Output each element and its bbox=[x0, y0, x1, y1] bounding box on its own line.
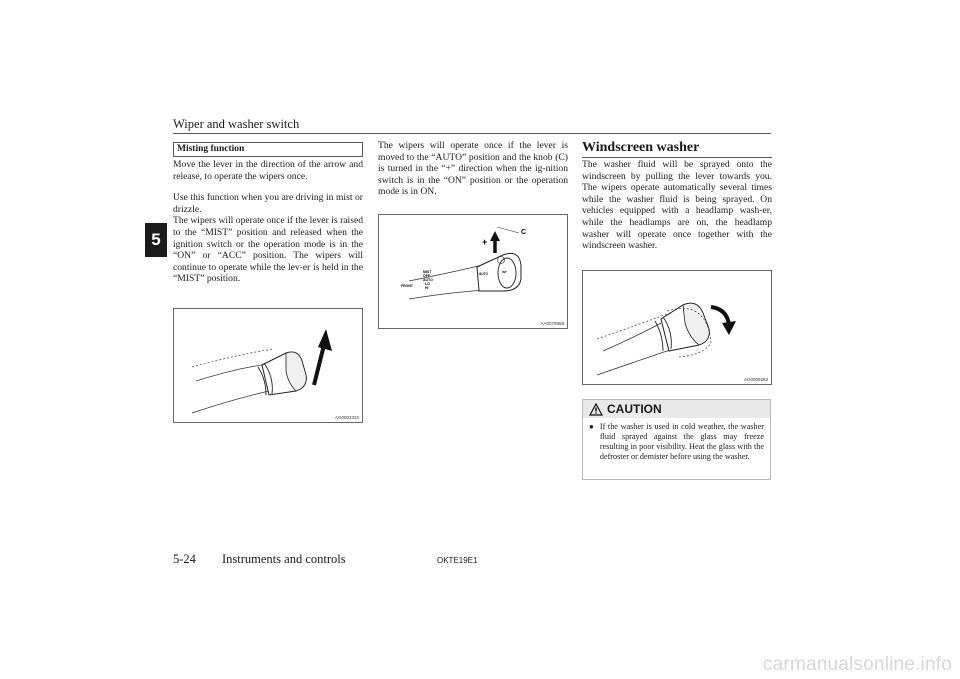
label-auto-knob: AUTO bbox=[479, 272, 488, 276]
label-off: OFF bbox=[423, 274, 430, 278]
misting-paragraph-1: Move the lever in the direction of the arrow and release, to operate the wipers once. bbox=[173, 159, 363, 182]
page-number: 5-24 bbox=[173, 552, 196, 566]
label-c: C bbox=[521, 229, 527, 236]
auto-knob-figure bbox=[378, 214, 568, 329]
misting-heading: Misting function bbox=[173, 142, 363, 157]
running-header: Wiper and washer switch bbox=[173, 117, 300, 131]
label-int: INT bbox=[502, 270, 507, 274]
washer-text bbox=[582, 159, 772, 262]
label-mist: MIST bbox=[423, 270, 432, 274]
warning-triangle-icon bbox=[589, 403, 603, 416]
label-plus: + bbox=[482, 237, 488, 247]
misting-lever-illustration bbox=[174, 309, 362, 422]
auto-knob-illustration bbox=[379, 215, 567, 328]
figure-code: AG0009283 bbox=[743, 377, 768, 382]
footer-section-title: Instruments and controls bbox=[222, 552, 346, 566]
caution-box bbox=[582, 399, 771, 480]
caution-text: If the washer is used in cold weather, the washer fluid sprayed against the glass may freeze resulting in poor visibility. Heat the glass with the defroster or demister before using the washer. bbox=[599, 422, 764, 461]
caution-item bbox=[583, 418, 770, 462]
label-lo: LO bbox=[425, 282, 430, 286]
auto-note-text bbox=[378, 140, 568, 208]
watermark: carmanualsonline.info bbox=[762, 654, 952, 675]
label-auto: AUTO bbox=[423, 278, 433, 282]
washer-lever-illustration bbox=[583, 271, 771, 384]
washer-paragraph: The washer fluid will be sprayed onto the windscreen by pulling the lever towards you. The wipers operate automatically several times while the washer fluid is being sprayed. On vehicles equipped with a headlamp wash-er, while the headlamps are on, the headlamp washer will operate once together with the windscreen washer. bbox=[582, 159, 772, 252]
caution-header bbox=[583, 400, 770, 418]
chapter-tab: 5 bbox=[145, 223, 167, 257]
washer-lever-figure bbox=[582, 270, 772, 385]
misting-text bbox=[173, 159, 363, 295]
figure-code: AA0075958 bbox=[540, 321, 564, 326]
document-code: OKTE19E1 bbox=[437, 556, 478, 565]
misting-lever-figure bbox=[173, 308, 363, 423]
caution-title: CAUTION bbox=[607, 402, 662, 416]
header-rule bbox=[173, 133, 771, 134]
label-hi: HI bbox=[425, 286, 429, 290]
auto-note-paragraph: The wipers will operate once if the lever is moved to the “AUTO” position and the knob (C) is turned in the “+” direction when the ig-nition switch is in the “ON” position or the operation mode is in ON. bbox=[378, 140, 568, 198]
label-front: FRONT bbox=[401, 284, 414, 288]
bullet-icon: ● bbox=[589, 422, 594, 431]
figure-code: AG0002332 bbox=[334, 415, 359, 420]
misting-paragraph-3: The wipers will operate once if the lever is raised to the “MIST” position and released when the ignition switch or the operation mode is in the “ON” or “ACC” position. The wipers will continue to operate while the lev-er is held in the “MIST” position. bbox=[173, 215, 363, 285]
washer-section-title: Windscreen washer bbox=[582, 140, 772, 158]
misting-paragraph-2: Use this function when you are driving in mist or drizzle. bbox=[173, 192, 363, 215]
